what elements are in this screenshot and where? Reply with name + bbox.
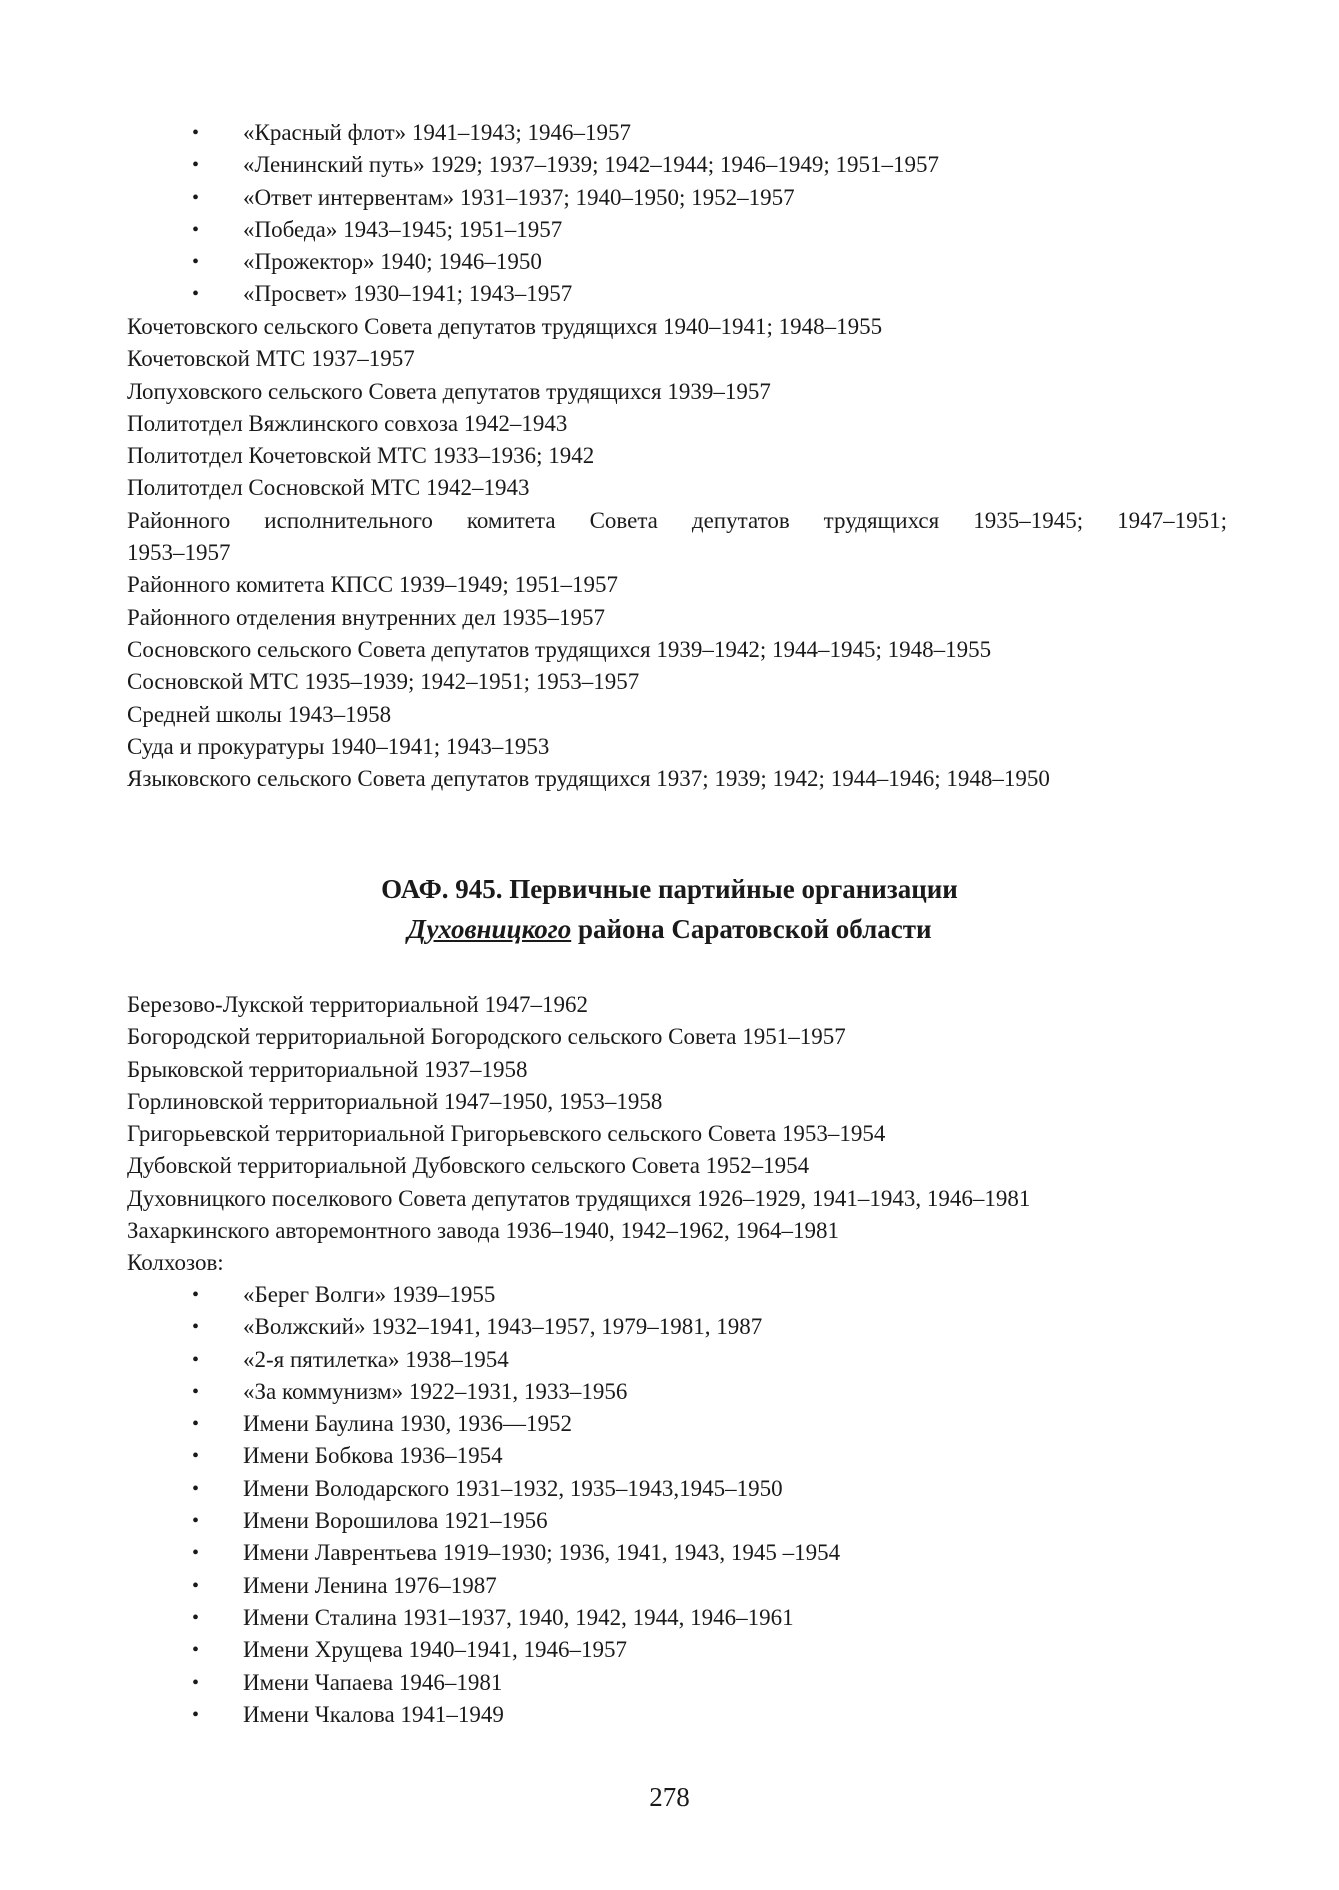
bullet-icon: • xyxy=(192,1542,200,1565)
entry-line: Григорьевской территориальной Григорьевского сельского Совета 1953–1954 xyxy=(127,1121,886,1147)
bullet-icon: • xyxy=(192,1606,200,1629)
bullet-icon: • xyxy=(192,1510,200,1533)
section-entries xyxy=(127,989,1227,1280)
list-item: • Имени Баулина 1930, 1936––1952 xyxy=(127,1408,1227,1440)
entry-line: Захаркинского авторемонтного завода 1936–1940, 1942–1962, 1964–1981 xyxy=(127,1218,840,1244)
entry-line: Районного отделения внутренних дел 1935–1957 xyxy=(127,604,606,630)
entry-line: Лопуховского сельского Совета депутатов трудящихся 1939–1957 xyxy=(127,378,771,404)
bullet-icon: • xyxy=(192,122,200,144)
entry-line-continuation: 1953–1957 xyxy=(127,540,231,566)
bullet-icon: • xyxy=(192,1445,200,1468)
page-number: 278 xyxy=(649,1782,690,1812)
entry-line: Березово-Лукской территориальной 1947–1962 xyxy=(127,992,588,1017)
list-item: • «Просвет» 1930–1941; 1943–1957 xyxy=(127,278,1227,310)
entry-line: Средней школы 1943–1958 xyxy=(127,701,392,727)
kolkhoz-bullet-list xyxy=(127,1279,1227,1731)
list-item: • «Победа» 1943–1945; 1951–1957 xyxy=(127,214,1227,246)
bullet-icon: • xyxy=(192,1380,200,1403)
list-item: • Имени Ворошилова 1921–1956 xyxy=(127,1505,1227,1537)
list-item: • Имени Чкалова 1941–1949 xyxy=(127,1699,1227,1731)
entry-line: Сосновской МТС 1935–1939; 1942–1951; 1953–1957 xyxy=(127,669,640,695)
list-item: • «Ответ интервентам» 1931–1937; 1940–1950; 1952–1957 xyxy=(127,182,1227,214)
list-item: • «Берег Волги» 1939–1955 xyxy=(127,1279,1227,1311)
district-name: Духовницкого xyxy=(407,914,572,944)
list-item: • «2-я пятилетка» 1938–1954 xyxy=(127,1344,1227,1376)
bullet-icon: • xyxy=(192,1316,200,1339)
bullet-icon: • xyxy=(192,1639,200,1662)
entry-line-wrapped: Районного исполнительного комитета Совета депутатов трудящихся 1935–1945; 1947–1951; xyxy=(127,507,1227,533)
list-item: • Имени Чапаева 1946–1981 xyxy=(127,1667,1227,1699)
list-item: • «Красный флот» 1941–1943; 1946–1957 xyxy=(127,117,1227,149)
entry-line: Богородской территориальной Богородского сельского Совета 1951–1957 xyxy=(127,1024,846,1050)
section-title-line2: Духовницкого района Саратовской области xyxy=(407,914,932,944)
bullet-icon: • xyxy=(192,218,200,241)
bullet-icon: • xyxy=(192,283,200,306)
list-item: • Имени Володарского 1931–1932, 1935–1943,1945–1950 xyxy=(127,1473,1227,1505)
entry-line: Политотдел Вяжлинского совхоза 1942–1943 xyxy=(127,410,568,436)
top-bullet-list xyxy=(127,117,1227,311)
bullet-icon: • xyxy=(192,1671,200,1694)
entry-line: Сосновского сельского Совета депутатов трудящихся 1939–1942; 1944–1945; 1948–1955 xyxy=(127,636,992,662)
list-item: • «Ленинский путь» 1929; 1937–1939; 1942–1944; 1946–1949; 1951–1957 xyxy=(127,149,1227,181)
entry-line: Суда и прокуратуры 1940–1941; 1943–1953 xyxy=(127,733,550,759)
entry-line: Кочетовской МТС 1937–1957 xyxy=(127,346,415,372)
bullet-icon: • xyxy=(192,1477,200,1500)
list-item: • «Прожектор» 1940; 1946–1950 xyxy=(127,246,1227,278)
entry-line: Дубовской территориальной Дубовского сельского Совета 1952–1954 xyxy=(127,1153,810,1179)
top-entries xyxy=(127,311,1227,795)
entry-line: Политотдел Кочетовской МТС 1933–1936; 1942 xyxy=(127,443,595,469)
list-item: • «За коммунизм» 1922–1931, 1933–1956 xyxy=(127,1376,1227,1408)
section-title-line1: ОАФ. 945. Первичные партийные организации xyxy=(381,874,958,904)
bullet-icon: • xyxy=(192,154,200,177)
list-item: • Имени Лаврентьева 1919–1930; 1936, 1941, 1943, 1945 –1954 xyxy=(127,1537,1227,1569)
entry-line: Языковского сельского Совета депутатов трудящихся 1937; 1939; 1942; 1944–1946; 1948–1950 xyxy=(127,766,1050,792)
bullet-icon: • xyxy=(192,1703,200,1726)
entry-line: Политотдел Сосновской МТС 1942–1943 xyxy=(127,475,530,501)
bullet-icon: • xyxy=(192,251,200,274)
list-item: • Имени Хрущева 1940–1941, 1946–1957 xyxy=(127,1634,1227,1666)
entry-line: Кочетовского сельского Совета депутатов трудящихся 1940–1941; 1948–1955 xyxy=(127,314,883,339)
bullet-icon: • xyxy=(192,1413,200,1436)
bullet-icon: • xyxy=(192,1284,200,1306)
list-item: • «Волжский» 1932–1941, 1943–1957, 1979–1981, 1987 xyxy=(127,1311,1227,1343)
bullet-icon: • xyxy=(192,1348,200,1371)
entry-line: Брыковской территориальной 1937–1958 xyxy=(127,1056,528,1082)
entry-line: Колхозов: xyxy=(127,1250,224,1276)
list-item: • Имени Ленина 1976–1987 xyxy=(127,1570,1227,1602)
list-item: • Имени Бобкова 1936–1954 xyxy=(127,1440,1227,1472)
entry-line: Духовницкого поселкового Совета депутатов трудящихся 1926–1929, 1941–1943, 1946–1981 xyxy=(127,1185,1031,1211)
list-item: • Имени Сталина 1931–1937, 1940, 1942, 1944, 1946–1961 xyxy=(127,1602,1227,1634)
bullet-icon: • xyxy=(192,1574,200,1597)
entry-line: Районного комитета КПСС 1939–1949; 1951–1957 xyxy=(127,572,619,598)
bullet-icon: • xyxy=(192,186,200,209)
entry-line: Горлиновской территориальной 1947–1950, 1953–1958 xyxy=(127,1088,663,1114)
